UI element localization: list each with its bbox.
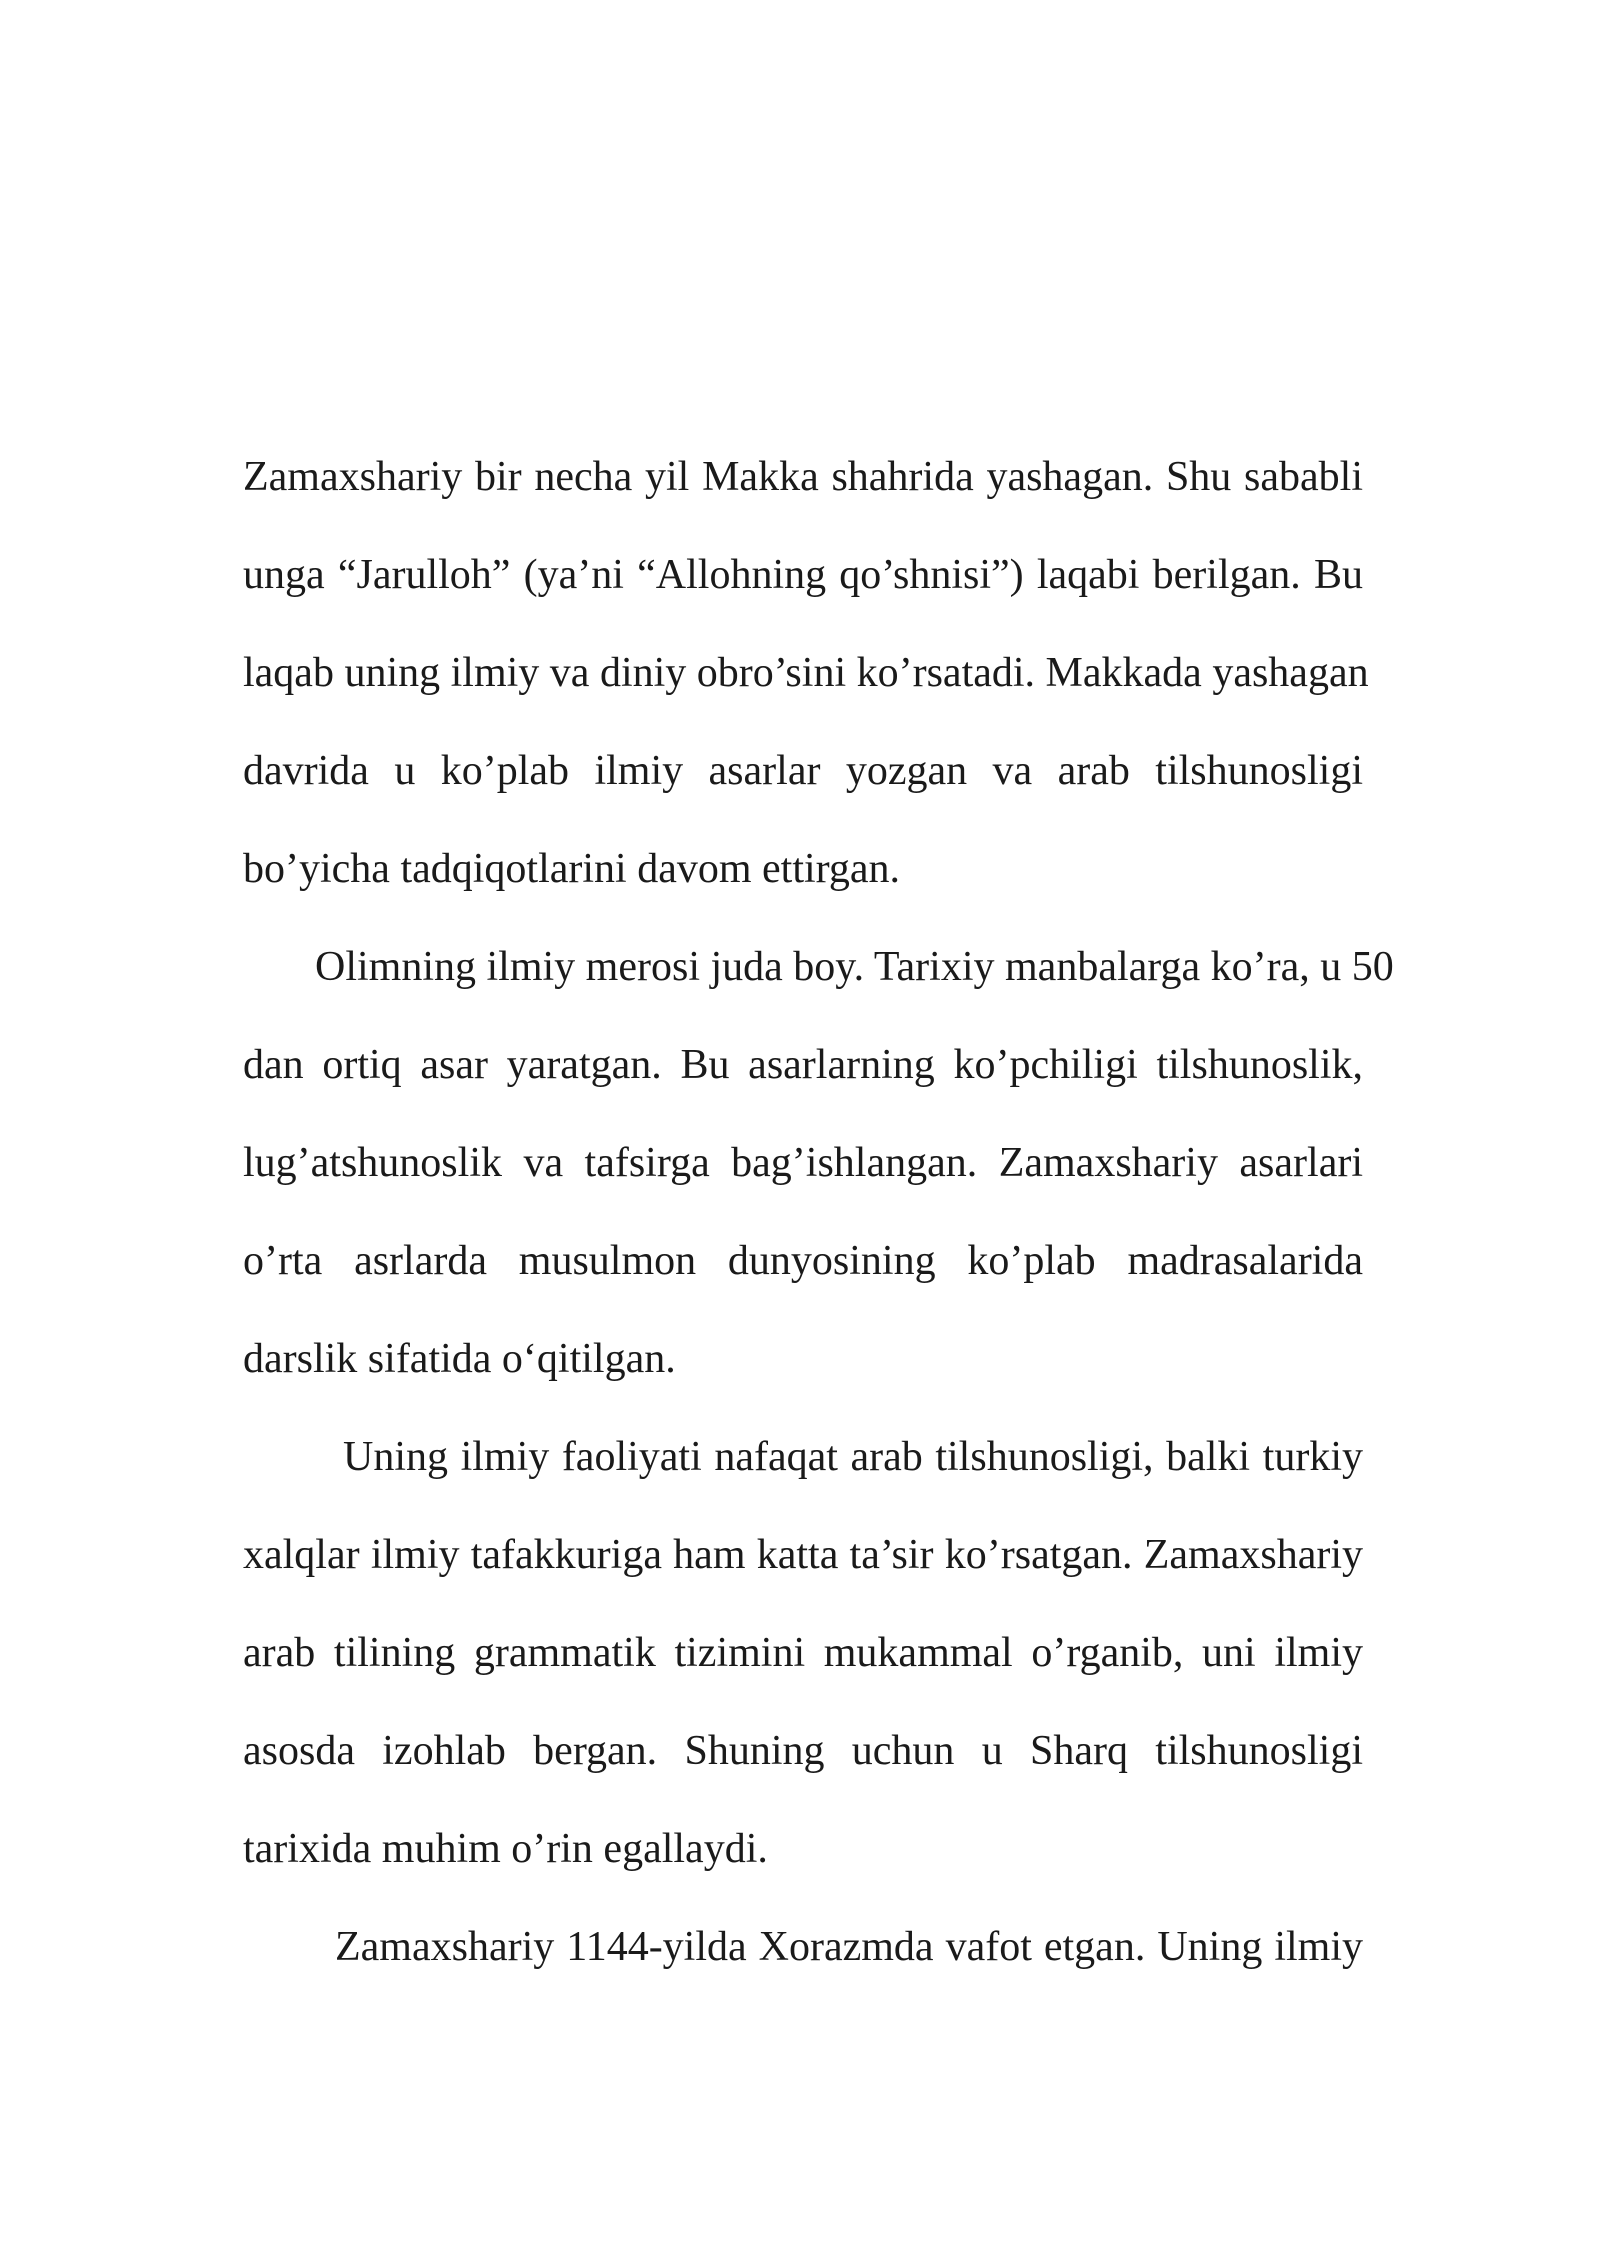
text-line: darslik sifatida o‘qitilgan. xyxy=(243,1336,676,1382)
text-line: Uning ilmiy faoliyati nafaqat arab tilshunosligi, balki turkiy xyxy=(343,1434,1363,1480)
text-line: unga “Jarulloh” (ya’ni “Allohning qo’shnisi”) laqabi berilgan. Bu xyxy=(243,552,1363,598)
text-line: lug’atshunoslik va tafsirga bag’ishlangan. Zamaxshariy asarlari xyxy=(243,1140,1363,1186)
text-line: o’rta asrlarda musulmon dunyosining ko’plab madrasalarida xyxy=(243,1238,1363,1284)
text-line: xalqlar ilmiy tafakkuriga ham katta ta’sir ko’rsatgan. Zamaxshariy xyxy=(243,1532,1363,1578)
paragraph-2 xyxy=(243,918,1394,1408)
text-line: Olimning ilmiy merosi juda boy. Tarixiy manbalarga ko’ra, u 50 xyxy=(315,944,1394,990)
text-line: laqab uning ilmiy va diniy obro’sini ko’rsatadi. Makkada yashagan xyxy=(243,650,1369,696)
text-line: dan ortiq asar yaratgan. Bu asarlarning ko’pchiligi tilshunoslik, xyxy=(243,1042,1363,1088)
body-text xyxy=(243,428,1394,1996)
paragraph-4 xyxy=(243,1898,1363,1996)
text-line: davrida u ko’plab ilmiy asarlar yozgan va arab tilshunosligi xyxy=(243,748,1363,794)
text-line: Zamaxshariy 1144-yilda Xorazmda vafot etgan. Uning ilmiy xyxy=(335,1924,1363,1970)
text-line: arab tilining grammatik tizimini mukammal o’rganib, uni ilmiy xyxy=(243,1630,1363,1676)
paragraph-3 xyxy=(243,1408,1363,1898)
text-line: asosda izohlab bergan. Shuning uchun u Sharq tilshunosligi xyxy=(243,1728,1363,1774)
text-line: Zamaxshariy bir necha yil Makka shahrida yashagan. Shu sababli xyxy=(243,454,1363,500)
text-line: tarixida muhim o’rin egallaydi. xyxy=(243,1826,768,1872)
paragraph-1 xyxy=(243,428,1369,918)
text-line: bo’yicha tadqiqotlarini davom ettirgan. xyxy=(243,846,901,892)
